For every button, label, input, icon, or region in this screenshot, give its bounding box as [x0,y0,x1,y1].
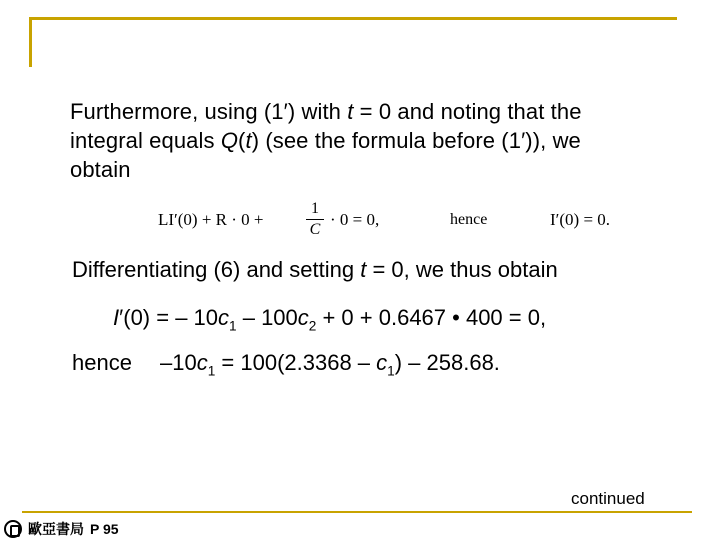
hence-equation: $-10c_1 = 100(2.3368 - c_1) - 258.68$. [160,350,500,379]
formula-fraction [306,200,324,239]
publisher-mark-icon [4,520,22,538]
differentiating-line: Differentiating (6) and setting t = 0, we thus obtain [72,257,558,282]
formula-lhs: LI′(0) + R · 0 + [158,210,264,229]
publisher-logo [4,518,119,540]
formula-result: I′(0) = 0. [550,210,611,229]
intro-paragraph: Furthermore, using (1′) with t = 0 and noting that the integral equals Q(t) (see the formula before (1′)), we obtain [70,99,582,182]
fraction-denominator: C [309,221,321,238]
page-number: P 95 [90,521,119,537]
publisher-name: 歐亞書局 [28,522,84,538]
top-rule [29,17,677,20]
hence-word: hence [72,350,132,375]
left-rule [29,17,32,67]
fraction-numerator: 1 [311,200,319,217]
initial-condition-formula [158,200,638,246]
footer-rule [22,511,692,513]
formula-hence: hence [450,211,488,228]
formula-rhs: · 0 = 0, [330,210,380,229]
continued-label: continued [571,489,645,508]
iprime-equation: I′(0) = – $10c_1 - 100c_2 + 0 + 0.6467$ • 400 = 0, [113,305,547,334]
